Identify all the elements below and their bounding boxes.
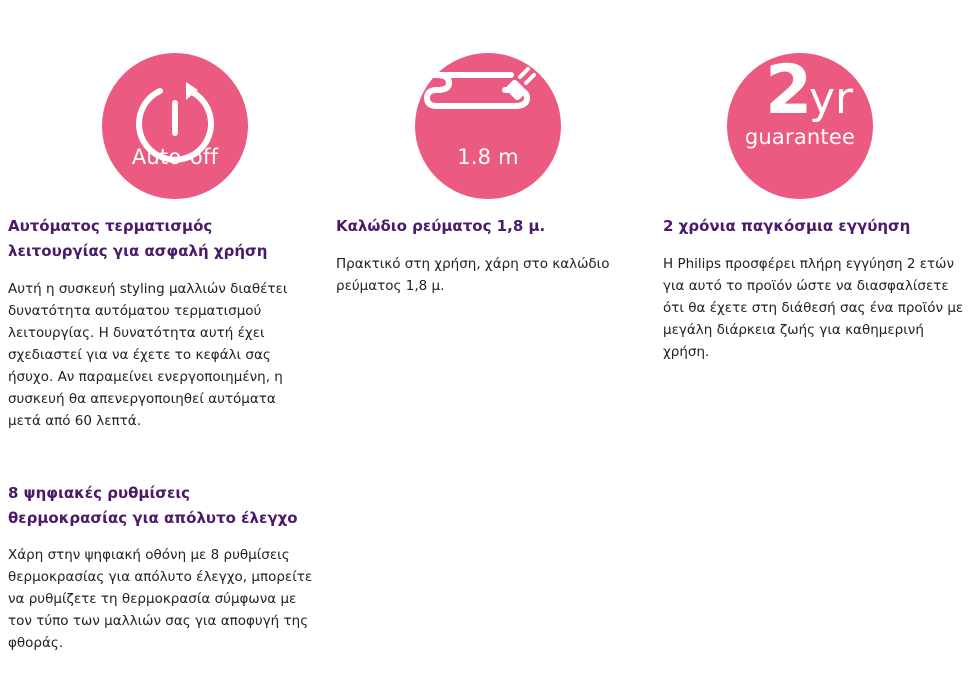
feature-title: 8 ψηφιακές ρυθμίσεις θερμοκρασίας για απόλυτο έλεγχο [8,484,298,527]
feature-title: Καλώδιο ρεύματος 1,8 μ. [336,217,546,235]
feature-title: Αυτόματος τερματισμός λειτουργίας για ασφαλή χρήση [8,217,268,260]
icon-caption: guarantee [744,125,856,149]
guarantee-years-unit: yr [809,73,854,124]
icon-caption: 1.8 m [457,145,519,169]
guarantee-icon [727,53,873,199]
power-cord-icon [415,53,561,199]
feature-description: Αυτή η συσκευή styling μαλλιών διαθέτει δυνατότητα αυτόματου τερματισμού λειτουργίας. Η δυνατότητα αυτή έχει σχεδιαστεί για να έχετε το κεφάλι σας ήσυχο. Αν παραμείνει ενεργοποιημένη, η συσκευή θα απενεργοποιηθεί αυτόματα μετά από 60 λεπτά. [8,281,288,429]
icon-caption: Auto-off [131,145,219,169]
feature-title: 2 χρόνια παγκόσμια εγγύηση [663,217,911,235]
feature-description: Η Philips προσφέρει πλήρη εγγύηση 2 ετών για αυτό το προϊόν ώστε να διασφαλίσετε ότι θα έχετε στη διάθεσή σας ένα προϊόν με μεγάλη διάρκεια ζωής για καθημερινή χρήση. [663,256,964,360]
power-icon [102,53,248,199]
feature-description: Πρακτικό στη χρήση, χάρη στο καλώδιο ρεύματος 1,8 μ. [336,256,610,294]
guarantee-years-number: 2 [765,51,813,130]
feature-description: Χάρη στην ψηφιακή οθόνη με 8 ρυθμίσεις θερμοκρασίας για απόλυτο έλεγχο, μπορείτε να ρυθμίζετε τη θερμοκρασία σύμφωνα με τον τύπο των μαλλιών σας για αποφυγή της φθοράς. [8,547,313,651]
